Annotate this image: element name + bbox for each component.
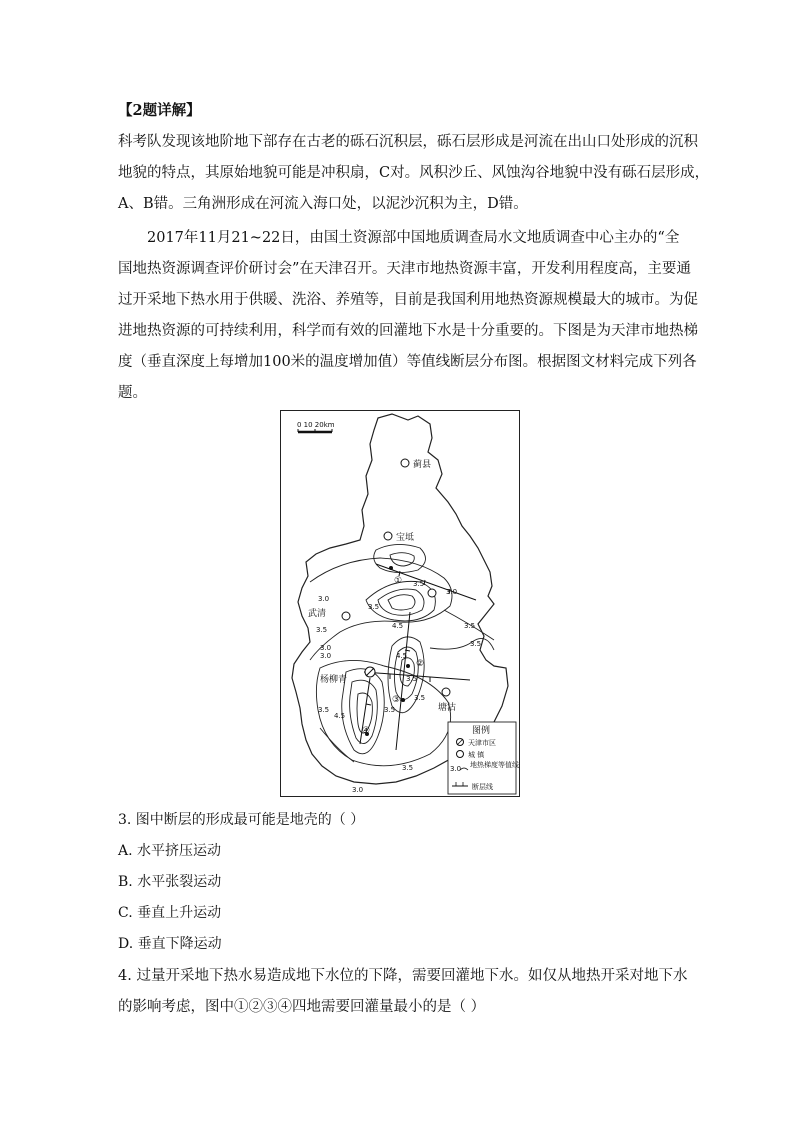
isoline-label: 3.0 (446, 588, 458, 596)
isoline-label: 3.0 (320, 644, 332, 652)
scale-label: 0 10 20km (297, 421, 335, 429)
label-tanggu: 塘沽 (438, 703, 457, 713)
passage-line-4: 进地热资源的可持续利用，科学而有效的回灌地下水是十分重要的。下图是为天津市地热梯 (118, 323, 698, 339)
isoline-label: 4.5 (396, 652, 408, 660)
legend-fault: 断层线 (472, 783, 493, 791)
legend-title: 图例 (472, 726, 491, 736)
label-jixian: 蓟县 (413, 460, 432, 470)
legend-city: 天津市区 (468, 739, 496, 747)
q3-option-d: D. 垂直下降运动 (118, 936, 222, 952)
isoline-label: 3.5 (316, 626, 328, 634)
town-tanggu (442, 688, 450, 696)
q3-option-c: C. 垂直上升运动 (118, 905, 222, 921)
q4-stem-line-1: 4. 过量开采地下热水易造成地下水位的下降，需要回灌地下水。如仅从地热开采对地下水 (118, 968, 688, 984)
isoline-label: 3.5 (414, 694, 426, 702)
isoline-label: 3.0 (318, 595, 330, 603)
label-baodi: 宝坻 (396, 533, 415, 543)
isoline-label: 3.0 (352, 786, 364, 794)
q3-option-b: B. 水平张裂运动 (118, 874, 222, 890)
answer-line-2: 地貌的特点，其原始地貌可能是冲积扇，C对。风积沙丘、风蚀沟谷地貌中没有砾石层形成， (118, 165, 710, 181)
isoline-label: 3.5 (318, 706, 330, 714)
section-heading: 【2题详解】 (118, 102, 201, 119)
isoline-label: 4.5 (334, 712, 346, 720)
q3-stem: 3. 图中断层的形成最可能是地壳的（ ） (118, 812, 365, 828)
isoline-label: 3.5 (464, 622, 476, 630)
legend-town-icon (457, 751, 464, 758)
point-2: ② (416, 659, 425, 669)
legend-town: 城 镇 (468, 751, 485, 759)
label-yangliuqing: 杨柳青 (320, 675, 348, 685)
passage-line-1: 2017年11月21~22日，由国土资源部中国地质调查局水文地质调查中心主办的“全 (118, 230, 680, 246)
passage-line-3: 过开采地下热水用于供暖、洗浴、养殖等，目前是我国利用地热资源规模最大的城市。为促 (118, 292, 698, 308)
passage-line-5: 度（垂直深度上每增加100米的温度增加值）等值线断层分布图。根据图文材料完成下列各 (118, 354, 697, 370)
tianjin-geothermal-map (280, 410, 520, 797)
isoline-label: 3.5 (368, 603, 380, 611)
isoline-label: 3.5 (402, 764, 414, 772)
legend-isoline: 地热梯度等值线 (470, 761, 519, 769)
map-legend (448, 722, 519, 794)
passage-line-6: 题。 (118, 385, 147, 401)
town-north (428, 589, 436, 597)
isoline-label: 3.5 (384, 706, 396, 714)
isoline-label: 3.5 (470, 640, 482, 648)
isoline-label: 4.5 (392, 622, 404, 630)
town-wuqing (342, 612, 350, 620)
town-baodi (384, 532, 392, 540)
q4-stem-line-2: 的影响考虑，图中①②③④四地需要回灌量最小的是（ ） (118, 999, 486, 1015)
point-4: ④ (362, 726, 371, 736)
isoline-label: 3.5 (406, 675, 418, 683)
legend-isoline-value: 3.0 (450, 765, 462, 773)
label-wuqing: 武清 (308, 609, 327, 619)
answer-line-3: A、B错。三角洲形成在河流入海口处，以泥沙沉积为主，D错。 (118, 196, 528, 212)
isoline-label: 3.5 (413, 580, 425, 588)
point-1: ① (394, 576, 403, 586)
town-jixian (401, 459, 409, 467)
point-3: ③ (392, 695, 401, 705)
q3-option-a: A. 水平挤压运动 (118, 843, 222, 859)
isoline-label: 3.0 (320, 652, 332, 660)
passage-line-2: 国地热资源调查评价研讨会”在天津召开。天津市地热资源丰富，开发利用程度高，主要通 (118, 261, 691, 277)
answer-line-1: 科考队发现该地阶地下部存在古老的砾石沉积层，砾石层形成是河流在出山口处形成的沉积 (118, 134, 698, 150)
